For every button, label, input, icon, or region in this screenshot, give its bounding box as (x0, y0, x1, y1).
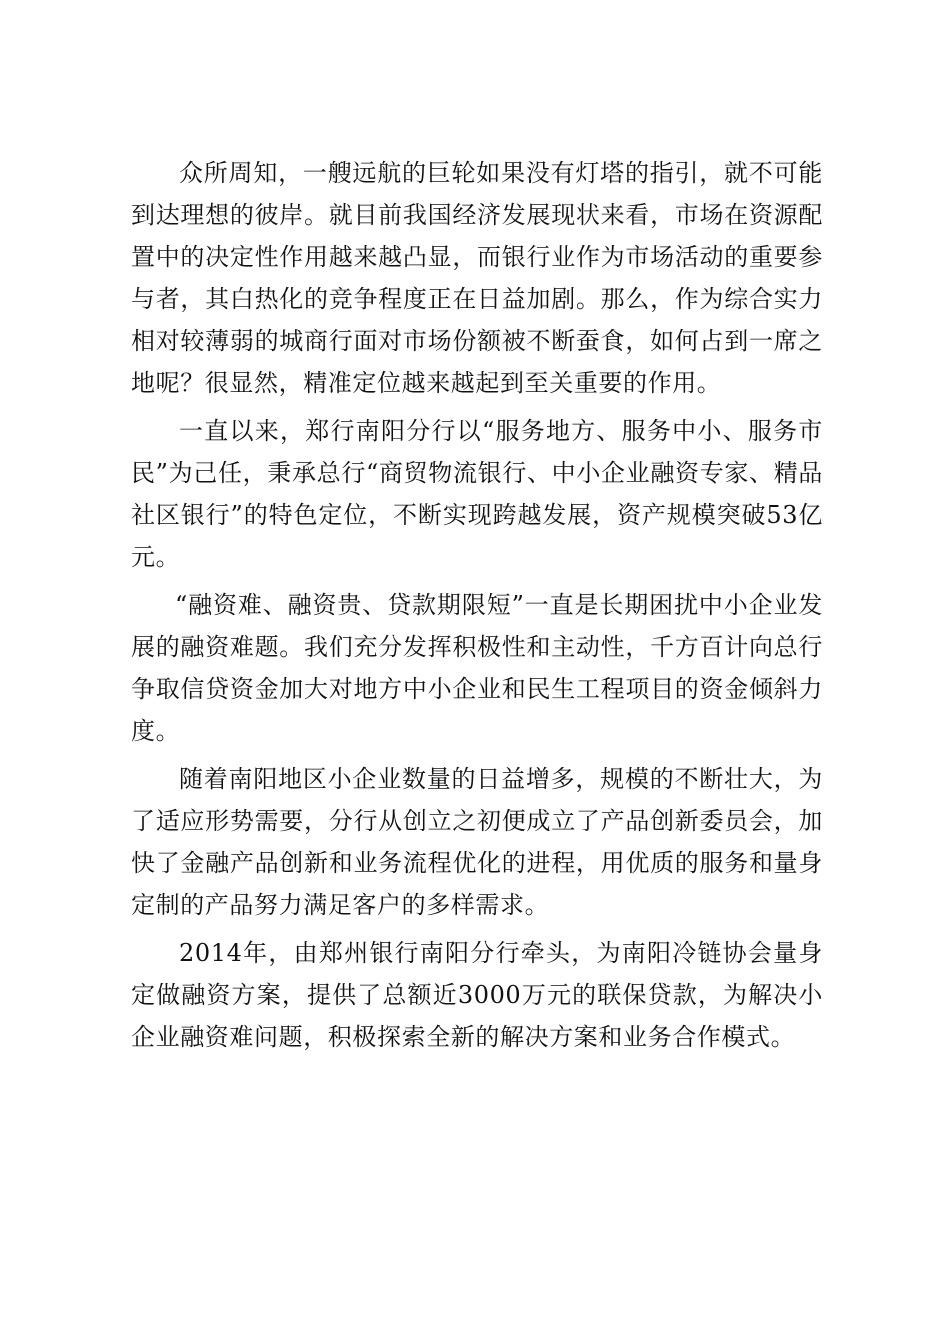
document-body (131, 152, 823, 1064)
paragraph-5: 2014年，由郑州银行南阳分行牵头，为南阳冷链协会量身定做融资方案，提供了总额近3000万元的联保贷款，为解决小企业融资难问题，积极探索全新的解决方案和业务合作模式。 (131, 939, 823, 1051)
paragraph-1: 众所周知，一艘远航的巨轮如果没有灯塔的指引，就不可能到达理想的彼岸。就目前我国经济发展现状来看，市场在资源配置中的决定性作用越来越凸显，而银行业作为市场活动的重要参与者，其白热化的竞争程度正在日益加剧。那么，作为综合实力相对较薄弱的城商行面对市场份额被不断蚕食，如何占到一席之地呢？很显然，精准定位越来越起到至关重要的作用。 (131, 159, 823, 397)
paragraph-3: “融资难、融资贵、贷款期限短”一直是长期困扰中小企业发展的融资难题。我们充分发挥积极性和主动性，千方百计向总行争取信贷资金加大对地方中小企业和民生工程项目的资金倾斜力度。 (131, 591, 823, 745)
paragraph-2: 一直以来，郑行南阳分行以“服务地方、服务中小、服务市民”为己任，秉承总行“商贸物流银行、中小企业融资专家、精品社区银行”的特色定位，不断实现跨越发展，资产规模突破53亿元。 (131, 417, 823, 571)
paragraph-4: 随着南阳地区小企业数量的日益增多，规模的不断壮大，为了适应形势需要，分行从创立之初便成立了产品创新委员会，加快了金融产品创新和业务流程优化的进程，用优质的服务和量身定制的产品努力满足客户的多样需求。 (131, 765, 823, 919)
